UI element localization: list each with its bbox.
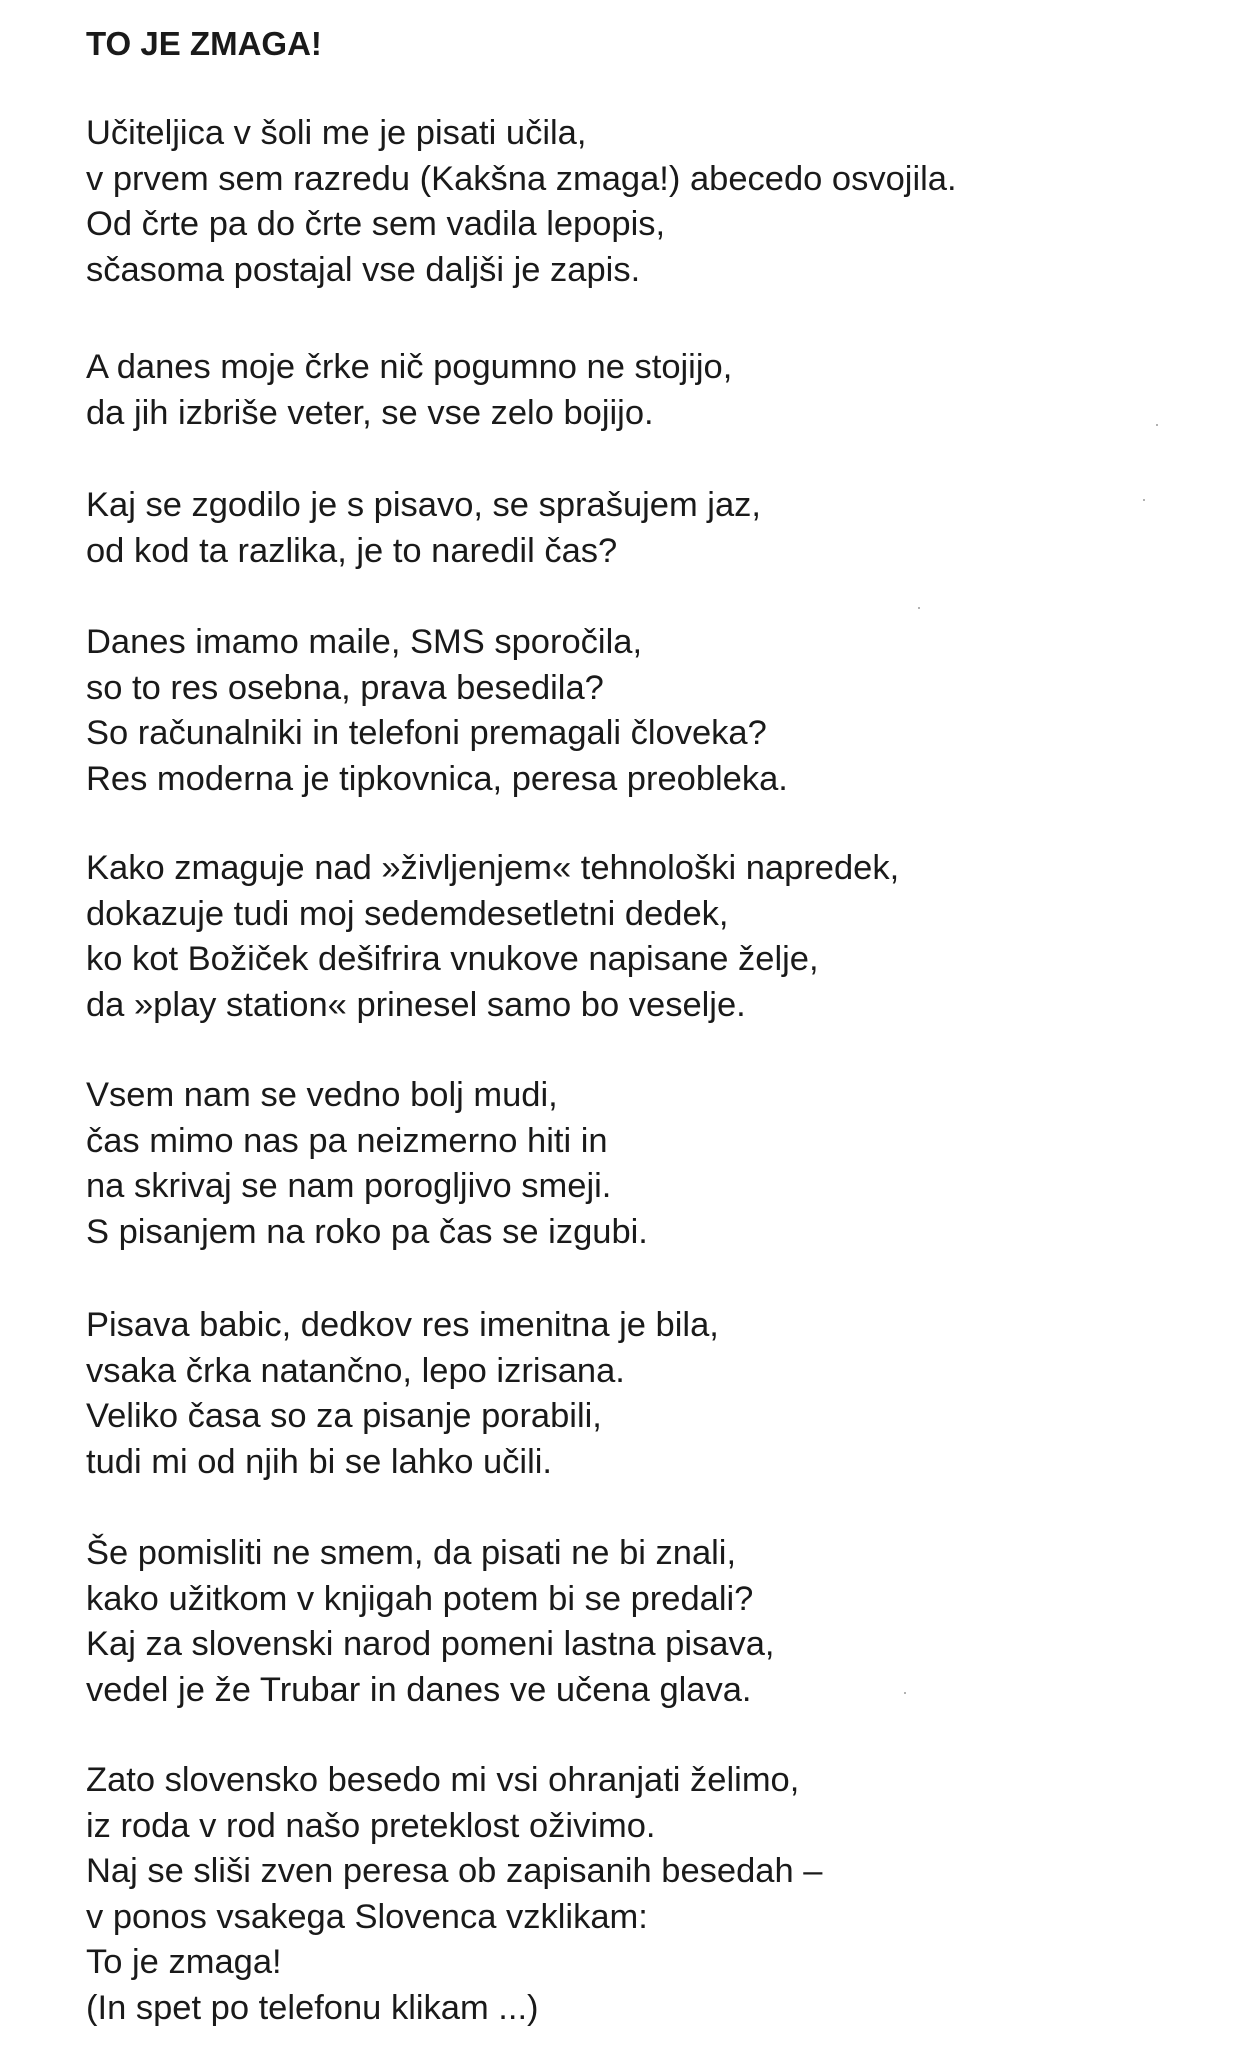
poem-line: (In spet po telefonu klikam ...) <box>86 1988 539 2027</box>
poem-line: Kako zmaguje nad »življenjem« tehnološki napredek, <box>86 849 900 887</box>
scan-speck <box>1143 499 1145 501</box>
poem-line: od kod ta razlika, je to naredil čas? <box>86 531 618 570</box>
poem-line: Vsem nam se vedno bolj mudi, <box>86 1076 558 1114</box>
poem-line: Kaj za slovenski narod pomeni lastna pisava, <box>86 1625 775 1663</box>
poem-line: vedel je že Trubar in danes ve učena glava. <box>86 1670 752 1709</box>
poem-line: Od črte pa do črte sem vadila lepopis, <box>86 205 666 243</box>
poem-line: so to res osebna, prava besedila? <box>86 668 604 707</box>
poem-line: Veliko časa so za pisanje porabili, <box>86 1397 602 1435</box>
stanza-9 <box>86 1758 822 2031</box>
stanza-8 <box>86 1531 774 1713</box>
poem-line: Naj se sliši zven peresa ob zapisanih besedah – <box>86 1852 823 1890</box>
poem-line: iz roda v rod našo preteklost oživimo. <box>86 1806 656 1845</box>
poem-line: dokazuje tudi moj sedemdesetletni dedek, <box>86 894 729 933</box>
poem-line: kako užitkom v knjigah potem bi se predali? <box>86 1579 754 1618</box>
poem-line: Še pomisliti ne smem, da pisati ne bi znali, <box>86 1534 737 1572</box>
poem-line: Kaj se zgodilo je s pisavo, se sprašujem jaz, <box>86 486 761 524</box>
poem-line: Učiteljica v šoli me je pisati učila, <box>86 114 587 152</box>
scan-speck <box>1156 424 1158 426</box>
poem-line: Zato slovensko besedo mi vsi ohranjati želimo, <box>86 1761 800 1799</box>
poem-line: vsaka črka natančno, lepo izrisana. <box>86 1351 625 1390</box>
scan-speck <box>918 607 920 609</box>
poem-line: da jih izbriše veter, se vse zelo bojijo. <box>86 393 654 432</box>
poem-line: So računalniki in telefoni premagali človeka? <box>86 714 767 752</box>
poem-line: v prvem sem razredu (Kakšna zmaga!) abecedo osvojila. <box>86 159 957 198</box>
poem-line: A danes moje črke nič pogumno ne stojijo, <box>86 348 733 386</box>
poem-line: sčasoma postajal vse daljši je zapis. <box>86 250 641 289</box>
poem-line: čas mimo nas pa neizmerno hiti in <box>86 1121 608 1160</box>
scan-speck <box>904 1692 906 1694</box>
poem-line: da »play station« prinesel samo bo veselje. <box>86 985 746 1024</box>
stanza-2 <box>86 345 732 436</box>
stanza-4 <box>86 620 788 802</box>
stanza-3 <box>86 483 761 574</box>
stanza-6 <box>86 1073 648 1255</box>
poem-title: TO JE ZMAGA! <box>86 25 322 62</box>
poem-line: na skrivaj se nam porogljivo smeji. <box>86 1167 612 1205</box>
poem-line: Danes imamo maile, SMS sporočila, <box>86 623 643 661</box>
poem-line: Pisava babic, dedkov res imenitna je bila, <box>86 1306 719 1344</box>
poem-line: v ponos vsakega Slovenca vzklikam: <box>86 1897 648 1936</box>
poem-line: To je zmaga! <box>86 1943 282 1981</box>
stanza-7 <box>86 1303 719 1485</box>
stanza-5 <box>86 846 899 1028</box>
poem-line: ko kot Božiček dešifrira vnukove napisane želje, <box>86 940 819 978</box>
poem-line: tudi mi od njih bi se lahko učili. <box>86 1442 552 1481</box>
poem-line: Res moderna je tipkovnica, peresa preobleka. <box>86 759 788 798</box>
poem-line: S pisanjem na roko pa čas se izgubi. <box>86 1212 648 1251</box>
stanza-1 <box>86 111 957 293</box>
